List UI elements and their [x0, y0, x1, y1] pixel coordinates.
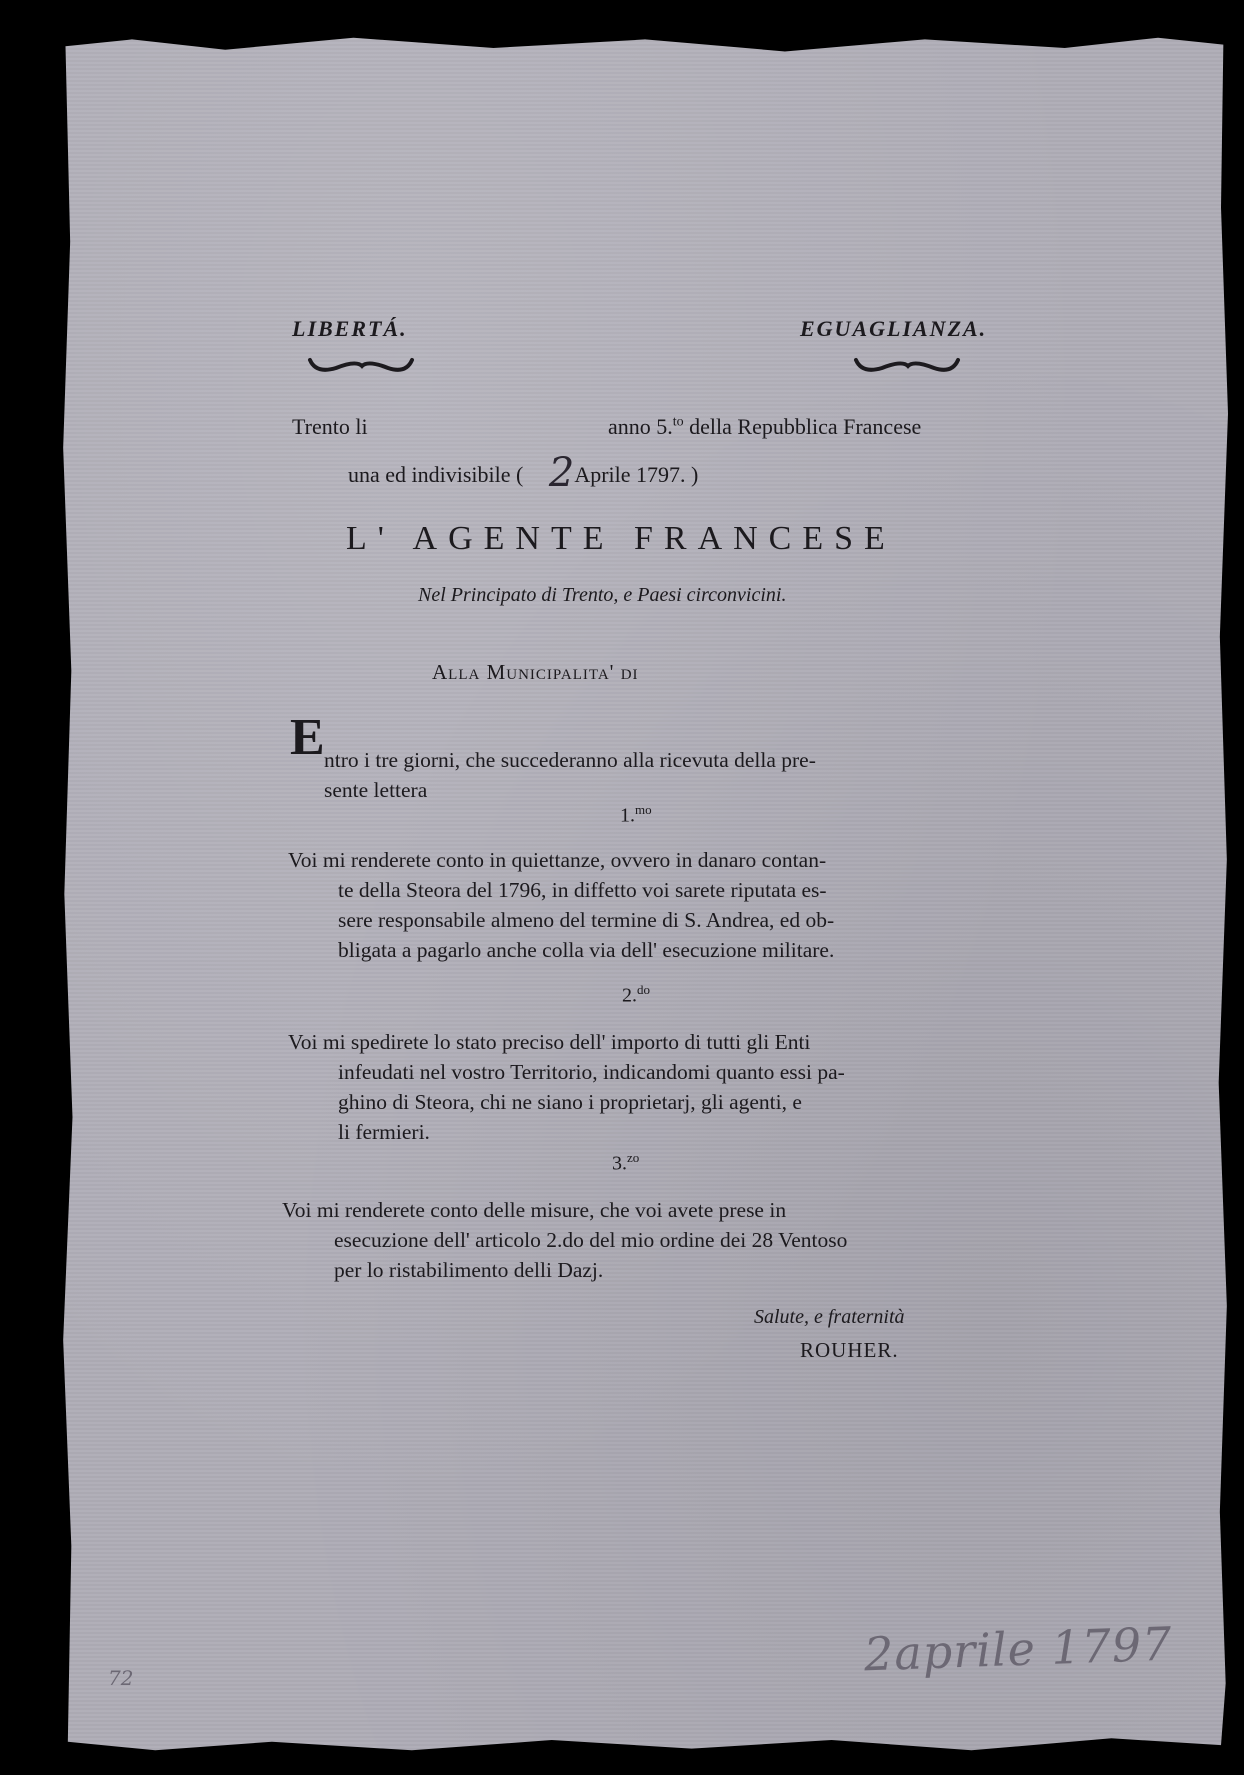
document-subtitle: Nel Principato di Trento, e Paesi circonvicini.: [418, 584, 787, 606]
dateline-place: Trento li: [292, 414, 368, 439]
document-title: L' AGENTE FRANCESE: [346, 520, 896, 557]
dateline-republic: della Repubblica Francese: [689, 414, 922, 439]
item-2-number: 2.$^{do}$: [622, 982, 650, 1007]
item-1-line: te della Steora del 1796, in diffetto voi sarete riputata es-: [338, 878, 827, 902]
address-line: Alla Municipalita' di: [432, 660, 639, 684]
item-1-line: bligata a pagarlo anche colla via dell' esecuzione militare.: [338, 938, 835, 962]
flourish-left-ornament: [306, 352, 416, 378]
item-3-line: esecuzione dell' articolo 2.do del mio ordine dei 28 Ventoso: [334, 1228, 848, 1252]
drop-cap-letter: E: [290, 709, 325, 766]
item-3-number: 3.$^{zo}$: [612, 1150, 640, 1175]
item-1-line: sere responsabile almeno del termine di S. Andrea, ed ob-: [338, 908, 835, 932]
item-2-lead: Voi mi spedirete lo stato preciso dell' importo di tutti gli Enti: [288, 1030, 811, 1054]
item-1-number: 1.$^{mo}$: [620, 802, 652, 827]
item-3-lead: Voi mi renderete conto delle misure, che voi avete prese in: [282, 1198, 787, 1222]
intro-line-2: sente lettera: [324, 778, 428, 802]
item-2-line: ghino di Steora, chi ne siano i proprietarj, gli agenti, e: [338, 1090, 802, 1114]
dateline-date: Aprile 1797. ): [574, 462, 699, 487]
dateline-indivisible: una ed indivisibile (: [348, 462, 524, 487]
item-3-line: per lo ristabilimento delli Dazj.: [334, 1258, 604, 1282]
handwritten-date-note: 2aprile 1797: [863, 1616, 1174, 1682]
signature-rouher: ROUHER.: [800, 1338, 899, 1362]
dateline-year-number: 5.: [656, 414, 673, 439]
item-2-line: infeudati nel vostro Territorio, indicandomi quanto essi pa-: [338, 1060, 845, 1084]
dateline-anno: anno: [608, 414, 651, 439]
motto-liberta: LIBERTÁ.: [292, 316, 408, 341]
item-2-line: li fermieri.: [338, 1120, 430, 1144]
page-number: 72: [108, 1666, 134, 1690]
dateline-year-line: [608, 414, 921, 440]
dateline-year-sup: to: [672, 414, 684, 430]
flourish-right-ornament: [852, 352, 962, 378]
item-1-lead: Voi mi renderete conto in quiettanze, ovvero in danaro contan-: [288, 848, 827, 872]
motto-eguaglianza: EGUAGLIANZA.: [800, 316, 988, 341]
dateline-line2: [348, 446, 699, 496]
intro-line-1: ntro i tre giorni, che succederanno alla ricevuta della pre-: [324, 748, 816, 772]
handwritten-day: 2: [548, 450, 575, 496]
closing-salute: Salute, e fraternità: [754, 1306, 905, 1328]
